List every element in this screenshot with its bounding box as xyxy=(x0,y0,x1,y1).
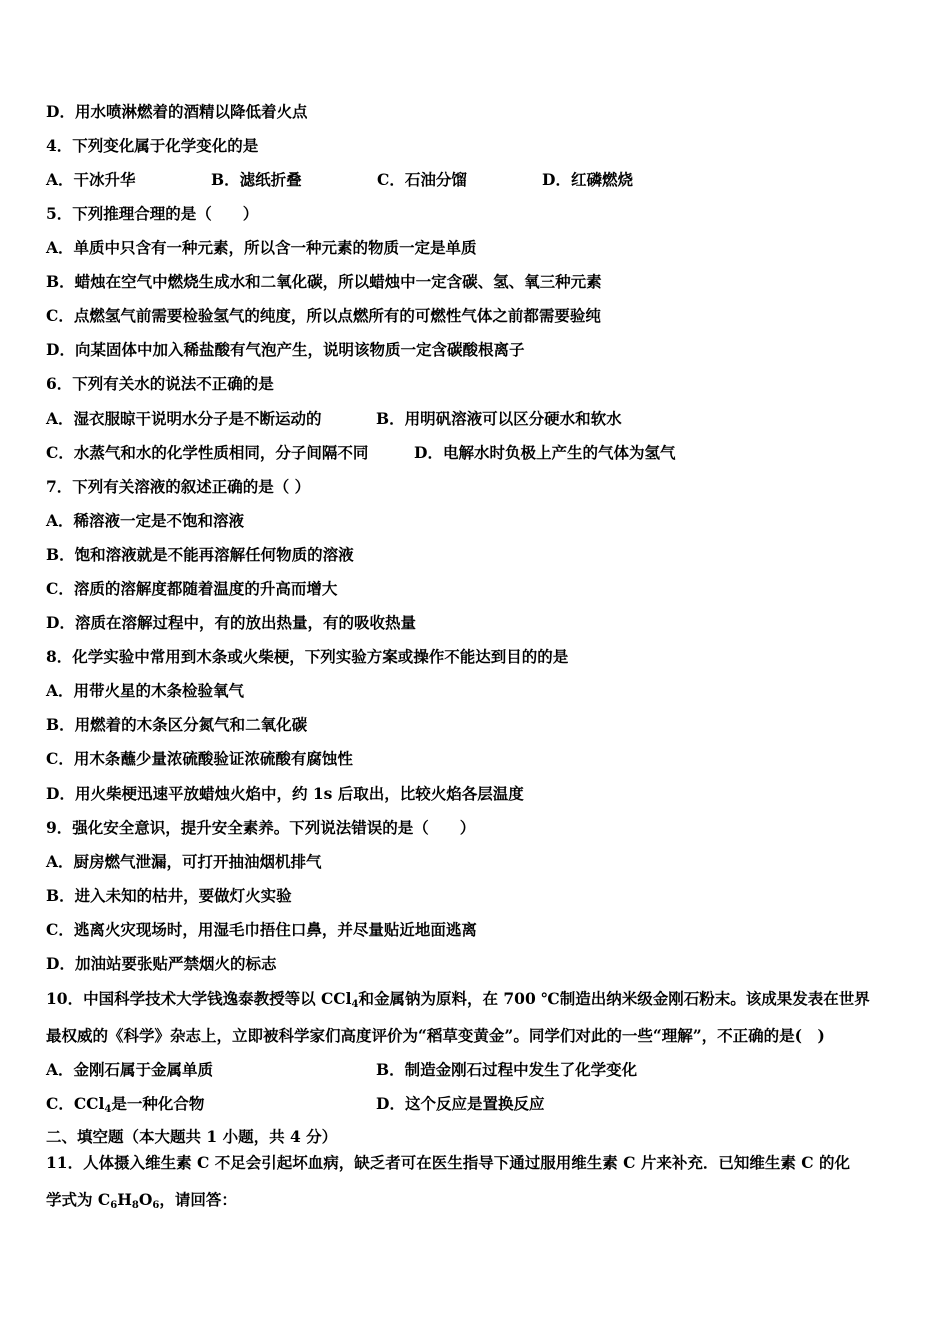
q9-option-b: B．进入未知的枯井，要做灯火实验 xyxy=(46,886,292,905)
q4-stem: 4．下列变化属于化学变化的是 xyxy=(46,136,259,155)
q6-option-a: A．湿衣服晾干说明水分子是不断运动的 xyxy=(46,409,322,428)
q5-option-a: A．单质中只含有一种元素，所以含一种元素的物质一定是单质 xyxy=(46,238,477,257)
q10-option-a: A．金刚石属于金属单质 xyxy=(46,1060,214,1079)
q7-option-d: D．溶质在溶解过程中，有的放出热量，有的吸收热量 xyxy=(46,613,416,632)
q8-option-b: B．用燃着的木条区分氮气和二氧化碳 xyxy=(46,715,308,734)
q8-option-a: A．用带火星的木条检验氧气 xyxy=(46,681,245,700)
q11-stem-line2: 学式为 $C_6H_8O_6$，请回答： xyxy=(46,1190,237,1211)
q6-option-b: B．用明矾溶液可以区分硬水和软水 xyxy=(376,409,622,428)
q10-option-c: C．CCl$_4$是一种化合物 xyxy=(46,1094,205,1115)
q8-stem: 8．化学实验中常用到木条或火柴梗，下列实验方案或操作不能达到目的的是 xyxy=(46,647,569,666)
q9-option-c: C．逃离火灾现场时，用湿毛巾捂住口鼻，并尽量贴近地面逃离 xyxy=(46,920,477,939)
q9-option-a: A．厨房燃气泄漏，可打开抽油烟机排气 xyxy=(46,852,322,871)
q4-option-b: B．滤纸折叠 xyxy=(211,170,302,189)
q5-option-d: D．向某固体中加入稀盐酸有气泡产生，说明该物质一定含碳酸根离子 xyxy=(46,340,525,359)
q9-option-d: D．加油站要张贴严禁烟火的标志 xyxy=(46,954,277,973)
q10-option-b: B．制造金刚石过程中发生了化学变化 xyxy=(376,1060,638,1079)
q10-stem-line1: 10．中国科学技术大学钱逸泰教授等以 CCl$_4$和金属钠为原料，在 700 ℃制造出纳米级金刚石粉末。该成果发表在世界 xyxy=(46,989,870,1010)
q7-option-b: B．饱和溶液就是不能再溶解任何物质的溶液 xyxy=(46,545,354,564)
q5-option-b: B．蜡烛在空气中燃烧生成水和二氧化碳，所以蜡烛中一定含碳、氢、氧三种元素 xyxy=(46,272,602,291)
q6-option-d: D．电解水时负极上产生的气体为氢气 xyxy=(414,443,676,462)
q10-option-d: D．这个反应是置换反应 xyxy=(376,1094,545,1113)
q6-option-c: C．水蒸气和水的化学性质相同，分子间隔不同 xyxy=(46,443,369,462)
q4-option-d: D．红磷燃烧 xyxy=(542,170,633,189)
q11-stem-line1: 11．人体摄入维生素 C 不足会引起坏血病，缺乏者可在医生指导下通过服用维生素 C 片来补充．已知维生素 C 的化 xyxy=(46,1153,850,1172)
q4-option-c: C．石油分馏 xyxy=(377,170,467,189)
q5-option-c: C．点燃氢气前需要检验氢气的纯度，所以点燃所有的可燃性气体之前都需要验纯 xyxy=(46,306,601,325)
q10-stem-line2: 最权威的《科学》杂志上，立即被科学家们高度评价为“稻草变黄金”。同学们对此的一些“理解”，不正确的是( ) xyxy=(46,1026,825,1045)
q7-option-c: C．溶质的溶解度都随着温度的升高而增大 xyxy=(46,579,338,598)
q6-stem: 6．下列有关水的说法不正确的是 xyxy=(46,374,274,393)
q8-option-d: D．用火柴梗迅速平放蜡烛火焰中，约 1s 后取出，比较火焰各层温度 xyxy=(46,784,524,803)
section-heading-fill-blank: 二、填空题（本大题共 1 小题，共 4 分） xyxy=(46,1127,338,1146)
q8-option-c: C．用木条蘸少量浓硫酸验证浓硫酸有腐蚀性 xyxy=(46,749,353,768)
q5-stem: 5．下列推理合理的是（ ） xyxy=(46,204,259,223)
q4-option-a: A．干冰升华 xyxy=(46,170,136,189)
q7-option-a: A．稀溶液一定是不饱和溶液 xyxy=(46,511,245,530)
q7-stem: 7．下列有关溶液的叙述正确的是（ ） xyxy=(46,477,311,496)
q9-stem: 9．强化安全意识，提升安全素养。下列说法错误的是（ ） xyxy=(46,818,476,837)
q3-option-d: D．用水喷淋燃着的酒精以降低着火点 xyxy=(46,102,308,121)
